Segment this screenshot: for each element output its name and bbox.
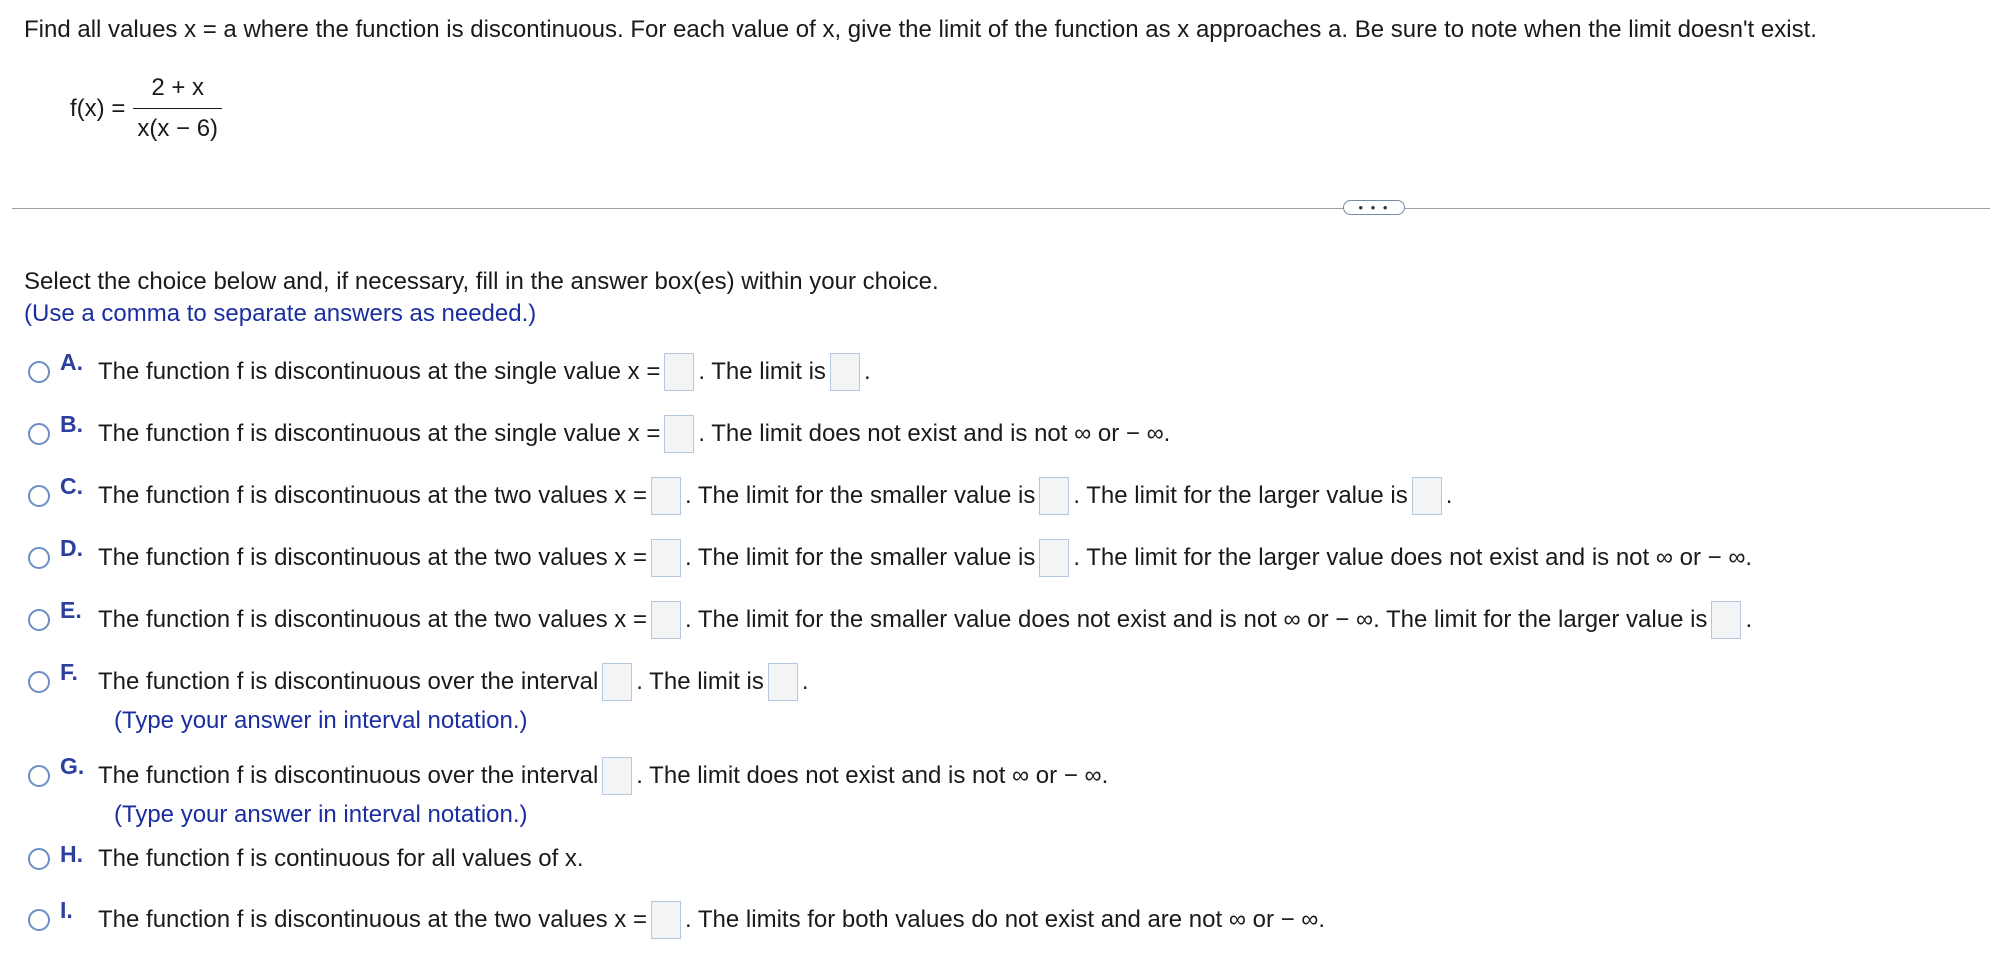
answer-box-d-1[interactable] — [651, 539, 681, 577]
instruction-text: Select the choice below and, if necessary, fill in the answer box(es) within your choice. — [24, 268, 939, 295]
choice-f-text-3: . — [801, 668, 809, 695]
radio-button-g[interactable] — [28, 765, 50, 787]
choice-f[interactable] — [28, 659, 809, 701]
choice-f-text-1: The function f is discontinuous over the interval — [98, 668, 599, 695]
choice-b-text-1: The function f is discontinuous at the single value x = — [98, 420, 661, 447]
answer-box-c-2[interactable] — [1039, 477, 1069, 515]
choice-c-text-4: . — [1445, 482, 1453, 509]
choice-i-text-2: . The limits for both values do not exist and are not ∞ or − ∞. — [684, 906, 1326, 933]
choice-text-f — [98, 663, 809, 701]
function-formula — [70, 74, 222, 143]
choice-d-text-1: The function f is discontinuous at the two values x = — [98, 544, 647, 571]
radio-button-i[interactable] — [28, 909, 50, 931]
radio-button-a[interactable] — [28, 361, 50, 383]
choice-letter-d: D. — [60, 535, 83, 561]
choice-letter-e: E. — [60, 597, 82, 623]
choice-c-text-3: . The limit for the larger value is — [1073, 482, 1408, 509]
answer-box-c-1[interactable] — [651, 477, 681, 515]
choice-h[interactable] — [28, 841, 584, 873]
formula-denominator: x(x − 6) — [137, 115, 219, 142]
expand-button[interactable] — [1343, 200, 1405, 215]
choice-f-text-2: . The limit is — [636, 668, 764, 695]
answer-box-i-1[interactable] — [651, 901, 681, 939]
answer-box-d-2[interactable] — [1039, 539, 1069, 577]
choice-letter-b: B. — [60, 411, 83, 437]
choice-g[interactable] — [28, 753, 1109, 795]
choice-d-text-3: . The limit for the larger value does not exist and is not ∞ or − ∞. — [1073, 544, 1753, 571]
choice-e-text-3: . — [1745, 606, 1753, 633]
radio-button-e[interactable] — [28, 609, 50, 631]
choice-letter-i: I. — [60, 897, 73, 923]
choice-g-text-2: . The limit does not exist and is not ∞ or − ∞. — [636, 762, 1109, 789]
answer-box-f-1[interactable] — [602, 663, 632, 701]
answer-box-b-1[interactable] — [664, 415, 694, 453]
choice-c-text-2: . The limit for the smaller value is — [684, 482, 1036, 509]
choice-text-g — [98, 757, 1108, 795]
radio-button-b[interactable] — [28, 423, 50, 445]
choice-e-text-2: . The limit for the smaller value does not exist and is not ∞ or − ∞. The limit for the larger value is — [684, 606, 1708, 633]
choice-c[interactable] — [28, 473, 1453, 515]
choice-letter-a: A. — [60, 349, 83, 375]
question-text: Find all values x = a where the function is discontinuous. For each value of x, give the limit of the function as x approaches a. Be sure to note when the limit doesn't exist. — [24, 16, 1817, 43]
radio-button-f[interactable] — [28, 671, 50, 693]
instruction-hint: (Use a comma to separate answers as needed.) — [24, 300, 537, 327]
choice-d-text-2: . The limit for the smaller value is — [684, 544, 1036, 571]
choice-g-text-1: The function f is discontinuous over the interval — [98, 762, 599, 789]
choice-a-text-3: . — [863, 358, 871, 385]
answer-box-a-1[interactable] — [664, 353, 694, 391]
choice-e[interactable] — [28, 597, 1753, 639]
radio-button-d[interactable] — [28, 547, 50, 569]
choice-text-e — [98, 601, 1752, 639]
choice-text-c — [98, 477, 1452, 515]
section-divider — [12, 208, 1990, 209]
choice-text-h — [98, 845, 584, 873]
choice-c-text-1: The function f is discontinuous at the two values x = — [98, 482, 647, 509]
choice-g-hint: (Type your answer in interval notation.) — [114, 801, 528, 828]
choice-e-text-1: The function f is discontinuous at the two values x = — [98, 606, 647, 633]
choice-b-text-2: . The limit does not exist and is not ∞ or − ∞. — [698, 420, 1171, 447]
choice-i[interactable] — [28, 897, 1326, 939]
choice-text-a — [98, 353, 871, 391]
answer-box-g-1[interactable] — [602, 757, 632, 795]
answer-box-f-2[interactable] — [768, 663, 798, 701]
more-dots-icon: • • • — [1358, 200, 1390, 215]
choice-f-hint: (Type your answer in interval notation.) — [114, 707, 528, 734]
choice-text-d — [98, 539, 1752, 577]
choice-a-text-1: The function f is discontinuous at the single value x = — [98, 358, 661, 385]
answer-box-e-1[interactable] — [651, 601, 681, 639]
answer-box-a-2[interactable] — [830, 353, 860, 391]
choice-letter-c: C. — [60, 473, 83, 499]
choice-a[interactable] — [28, 349, 871, 391]
choice-i-text-1: The function f is discontinuous at the two values x = — [98, 906, 647, 933]
formula-fraction — [133, 74, 222, 143]
radio-button-c[interactable] — [28, 485, 50, 507]
choice-letter-h: H. — [60, 841, 83, 867]
choice-letter-f: F. — [60, 659, 78, 685]
radio-button-h[interactable] — [28, 848, 50, 870]
formula-lhs: f(x) = — [70, 94, 126, 122]
choice-d[interactable] — [28, 535, 1753, 577]
formula-numerator: 2 + x — [151, 74, 205, 101]
choice-text-b — [98, 415, 1170, 453]
choice-a-text-2: . The limit is — [698, 358, 826, 385]
choice-letter-g: G. — [60, 753, 85, 779]
choice-b[interactable] — [28, 411, 1171, 453]
answer-box-e-2[interactable] — [1711, 601, 1741, 639]
choice-h-text-1: The function f is continuous for all values of x. — [98, 845, 584, 872]
choice-text-i — [98, 901, 1325, 939]
answer-box-c-3[interactable] — [1412, 477, 1442, 515]
